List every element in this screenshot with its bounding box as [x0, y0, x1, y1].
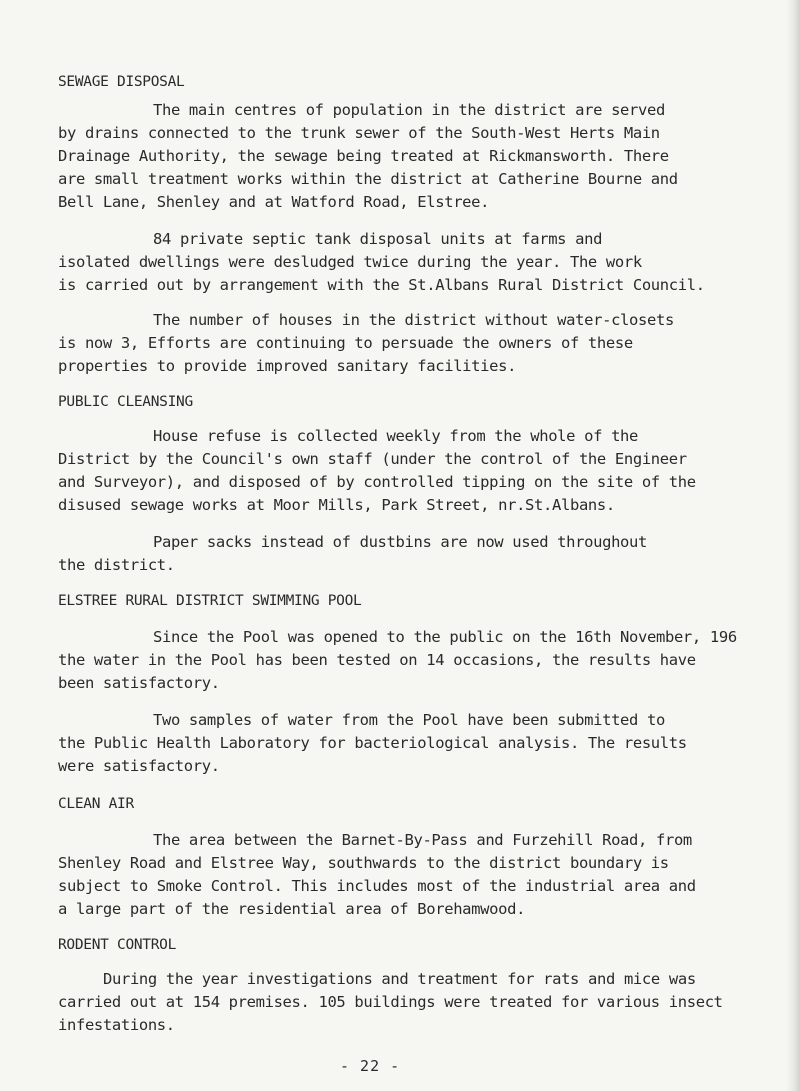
pool-p1-line-2: the water in the Pool has been tested on 14 occasions, the results have [58, 651, 696, 669]
air-p1-line-1: The area between the Barnet-By-Pass and Furzehill Road, from [153, 831, 692, 849]
pool-p1-line-1: Since the Pool was opened to the public on the 16th November, 196 [153, 628, 737, 646]
rodent-p1-line-1: During the year investigations and treatment for rats and mice was [103, 970, 696, 988]
rodent-p1-line-2: carried out at 154 premises. 105 buildings were treated for various insect [58, 993, 723, 1011]
sewage-p2-line-1: 84 private septic tank disposal units at farms and [153, 230, 603, 248]
pool-p2-line-1: Two samples of water from the Pool have been submitted to [153, 711, 665, 729]
sewage-p1-line-1: The main centres of population in the district are served [153, 101, 665, 119]
heading-swimming-pool: ELSTREE RURAL DISTRICT SWIMMING POOL [58, 593, 362, 609]
heading-sewage-disposal: SEWAGE DISPOSAL [58, 74, 185, 90]
sewage-p2-line-2: isolated dwellings were desludged twice during the year. The work [58, 253, 642, 271]
pool-p1-line-3: been satisfactory. [58, 674, 220, 692]
cleansing-p1-line-1: House refuse is collected weekly from the whole of the [153, 427, 639, 445]
pool-p2-line-2: the Public Health Laboratory for bacteriological analysis. The results [58, 734, 687, 752]
cleansing-p2-line-1: Paper sacks instead of dustbins are now used throughout [153, 533, 647, 551]
sewage-p3-line-3: properties to provide improved sanitary facilities. [58, 357, 517, 375]
rodent-p1-line-3: infestations. [58, 1016, 175, 1034]
sewage-p3-line-1: The number of houses in the district without water-closets [153, 311, 674, 329]
sewage-p1-line-5: Bell Lane, Shenley and at Watford Road, Elstree. [58, 193, 490, 211]
cleansing-p2-line-2: the district. [58, 556, 175, 574]
heading-public-cleansing: PUBLIC CLEANSING [58, 394, 193, 410]
page-number: - 22 - [340, 1057, 401, 1075]
sewage-p2-line-3: is carried out by arrangement with the St.Albans Rural District Council. [58, 276, 705, 294]
heading-rodent-control: RODENT CONTROL [58, 937, 177, 953]
air-p1-line-4: a large part of the residential area of Borehamwood. [58, 900, 526, 918]
air-p1-line-2: Shenley Road and Elstree Way, southwards to the district boundary is [58, 854, 669, 872]
sewage-p1-line-3: Drainage Authority, the sewage being treated at Rickmansworth. There [58, 147, 669, 165]
pool-p2-line-3: were satisfactory. [58, 757, 220, 775]
cleansing-p1-line-3: and Surveyor), and disposed of by controlled tipping on the site of the [58, 473, 696, 491]
cleansing-p1-line-2: District by the Council's own staff (under the control of the Engineer [58, 450, 687, 468]
air-p1-line-3: subject to Smoke Control. This includes most of the industrial area and [58, 877, 696, 895]
page-edge-shadow [786, 0, 800, 1091]
sewage-p1-line-4: are small treatment works within the district at Catherine Bourne and [58, 170, 678, 188]
cleansing-p1-line-4: disused sewage works at Moor Mills, Park Street, nr.St.Albans. [58, 496, 615, 514]
sewage-p1-line-2: by drains connected to the trunk sewer of the South-West Herts Main [58, 124, 660, 142]
sewage-p3-line-2: is now 3, Efforts are continuing to persuade the owners of these [58, 334, 633, 352]
heading-clean-air: CLEAN AIR [58, 796, 134, 812]
